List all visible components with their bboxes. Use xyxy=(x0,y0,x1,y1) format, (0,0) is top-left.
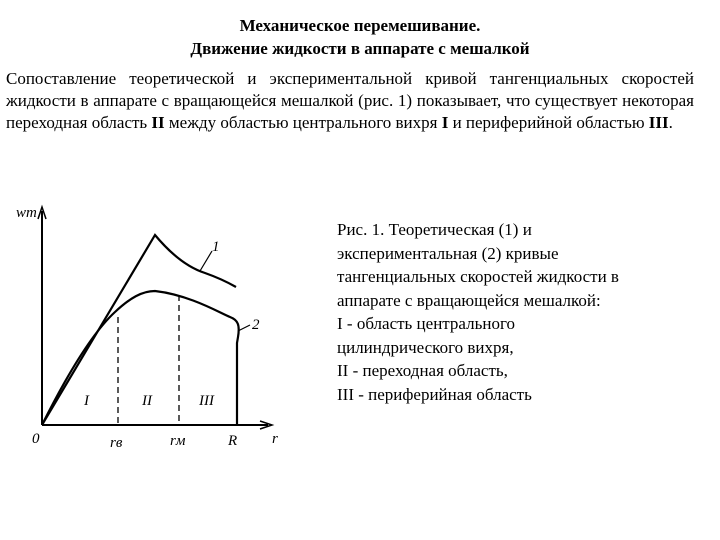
origin-label: 0 xyxy=(32,431,40,447)
curve-2-label: 2 xyxy=(252,317,260,333)
caption-line-5: I - область центрального xyxy=(337,314,516,333)
intro-text-1: Сопоставление теоретической и экспериментальной кривой тангенциальных скоростей жидкости в аппарате с вращающейся мешалкой (рис. 1) показывает, что существует некоторая переходная область xyxy=(6,69,694,132)
title-line-1: Механическое перемешивание. xyxy=(239,16,481,35)
intro-region-3: III xyxy=(648,113,669,132)
intro-text-2: между областью центрального вихря xyxy=(164,113,442,132)
curve-1-leader xyxy=(200,251,212,271)
y-axis-label: wт xyxy=(16,205,37,221)
title-line-2: Движение жидкости в аппарате с мешалкой xyxy=(190,39,530,58)
tick-label-rv: rв xyxy=(110,435,123,451)
intro-region-1: I xyxy=(441,113,449,132)
intro-text-3: и периферийной областью xyxy=(448,113,649,132)
intro-region-2: II xyxy=(151,113,165,132)
caption-line-1: Рис. 1. Теоретическая (1) и xyxy=(337,220,532,239)
caption-line-6: цилиндрического вихря, xyxy=(337,337,514,357)
region-label-III: III xyxy=(199,393,214,409)
tick-label-R: R xyxy=(228,433,238,449)
caption-line-2: экспериментальная (2) кривые xyxy=(337,243,559,263)
region-label-II: II xyxy=(142,393,152,409)
caption-line-3: тангенциальных скоростей жидкости в xyxy=(337,267,619,286)
caption-line-4: аппарате с вращающейся мешалкой: xyxy=(337,290,601,310)
page-title xyxy=(0,14,720,60)
velocity-figure xyxy=(0,195,320,470)
curve-1-label: 1 xyxy=(212,239,220,255)
caption-line-7: II - переходная область, xyxy=(337,361,508,380)
curve-2-leader xyxy=(238,325,250,331)
x-axis-label: r xyxy=(272,431,278,447)
intro-text-4: . xyxy=(668,113,673,132)
caption-line-8: III - периферийная область xyxy=(337,384,532,404)
intro-paragraph xyxy=(6,68,694,134)
region-label-I: I xyxy=(84,393,89,409)
tick-label-rm: rм xyxy=(170,433,186,449)
figure-caption xyxy=(337,218,687,406)
